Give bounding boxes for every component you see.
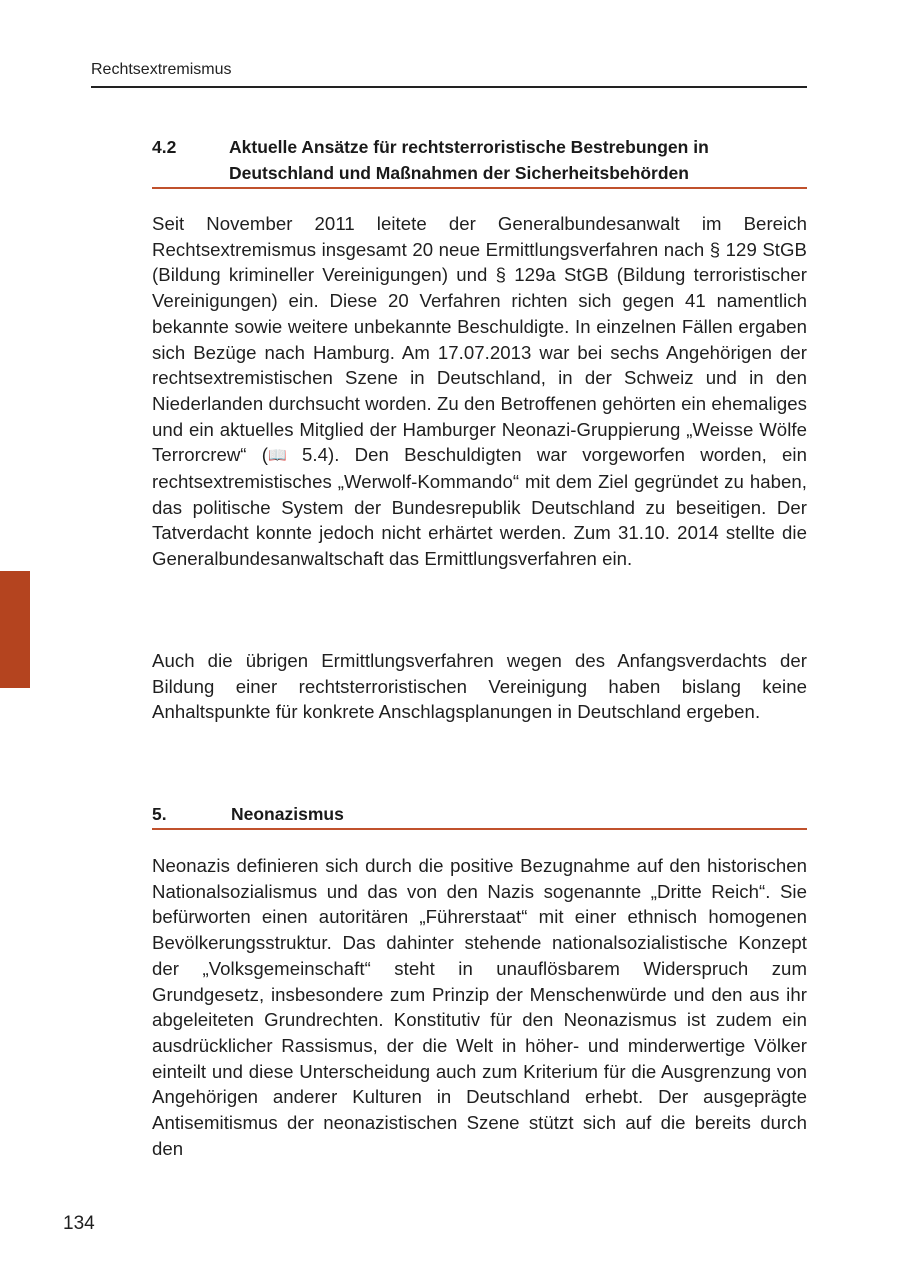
book-icon: 📖 (268, 447, 287, 465)
body-paragraph (152, 211, 807, 572)
section-title: Neonazismus (231, 804, 344, 824)
running-head: Rechtsextremismus (91, 60, 807, 88)
section-number: 5. (152, 804, 167, 824)
paragraph-text: Seit November 2011 leitete der Generalbundesanwalt im Bereich Rechtsextremismus insgesamt 20 neue Ermittlungsverfahren nach § 129 StGB (Bildung krimineller Vereinigungen) und § 129a StGB (Bildung terroristischer Vereinigungen) ein. Diese 20 Verfahren richten sich gegen 41 namentlich bekannte sowie weitere unbekannte Beschuldigte. In einzelnen Fällen ergaben sich Bezüge nach Hamburg. Am 17.07.2013 war bei sechs Angehörigen der rechtsextremistischen Szene in Deutschland, in der Schweiz und in den Niederlanden durchsucht worden. Zu den Betroffenen gehörten ein ehemaliges und ein aktuelles Mitglied der Hamburger Neonazi-Gruppierung „Weisse Wölfe Terrorcrew“ ( (152, 213, 807, 466)
body-paragraph: Neonazis definieren sich durch die positive Bezugnahme auf den historischen Nationalsozialismus und das von den Nazis sogenannte „Dritte Reich“. Sie befürworten einen autoritären „Führerstaat“ mit einer ethnisch homogenen Bevölkerungsstruktur. Das dahinter stehende nationalsozialistische Konzept der „Volksgemeinschaft“ steht in unauflösbarem Widerspruch zum Grundgesetz, insbesondere zum Prinzip der Menschenwürde und den aus ihr abgeleiteten Grundrechten. Konstitutiv für den Neonazismus ist zudem ein ausdrücklicher Rassismus, der die Welt in höher- und minderwertige Völker einteilt und diese Unterscheidung auch zum Kriterium für die Ausgrenzung von Angehörigen anderer Kulturen in Deutschland erhebt. Der ausgeprägte Antisemitismus der neonazistischen Szene stützt sich auf die bereits durch den (152, 855, 807, 1159)
body-paragraph: Auch die übrigen Ermittlungsverfahren wegen des Anfangsverdachts der Bildung einer rechtsterroristischen Vereinigung haben bislang keine Anhaltspunkte für konkrete Anschlagsplanungen in Deutschland ergeben. (152, 650, 807, 723)
section-number: 4.2 (152, 137, 177, 157)
section-heading-4-2 (152, 134, 807, 189)
page-number: 134 (63, 1213, 95, 1234)
chapter-side-tab (0, 571, 30, 688)
paragraph-text: 5.4). Den Beschuldigten war vorgeworfen worden, ein rechtsextremistisches „Werwolf-Kommando“ mit dem Ziel gegründet zu haben, das politische System der Bundesrepublik Deutschland zu beseitigen. Der Tatverdacht konnte jedoch nicht erhärtet werden. Zum 31.10. 2014 stellte die Generalbundesanwaltschaft das Ermittlungsverfahren ein. (152, 444, 807, 570)
section-title: Aktuelle Ansätze für rechtsterroristische Bestrebungen in Deutschland und Maßnahmen der Sicherheitsbehörden (229, 137, 709, 183)
section-heading-5 (152, 801, 807, 830)
